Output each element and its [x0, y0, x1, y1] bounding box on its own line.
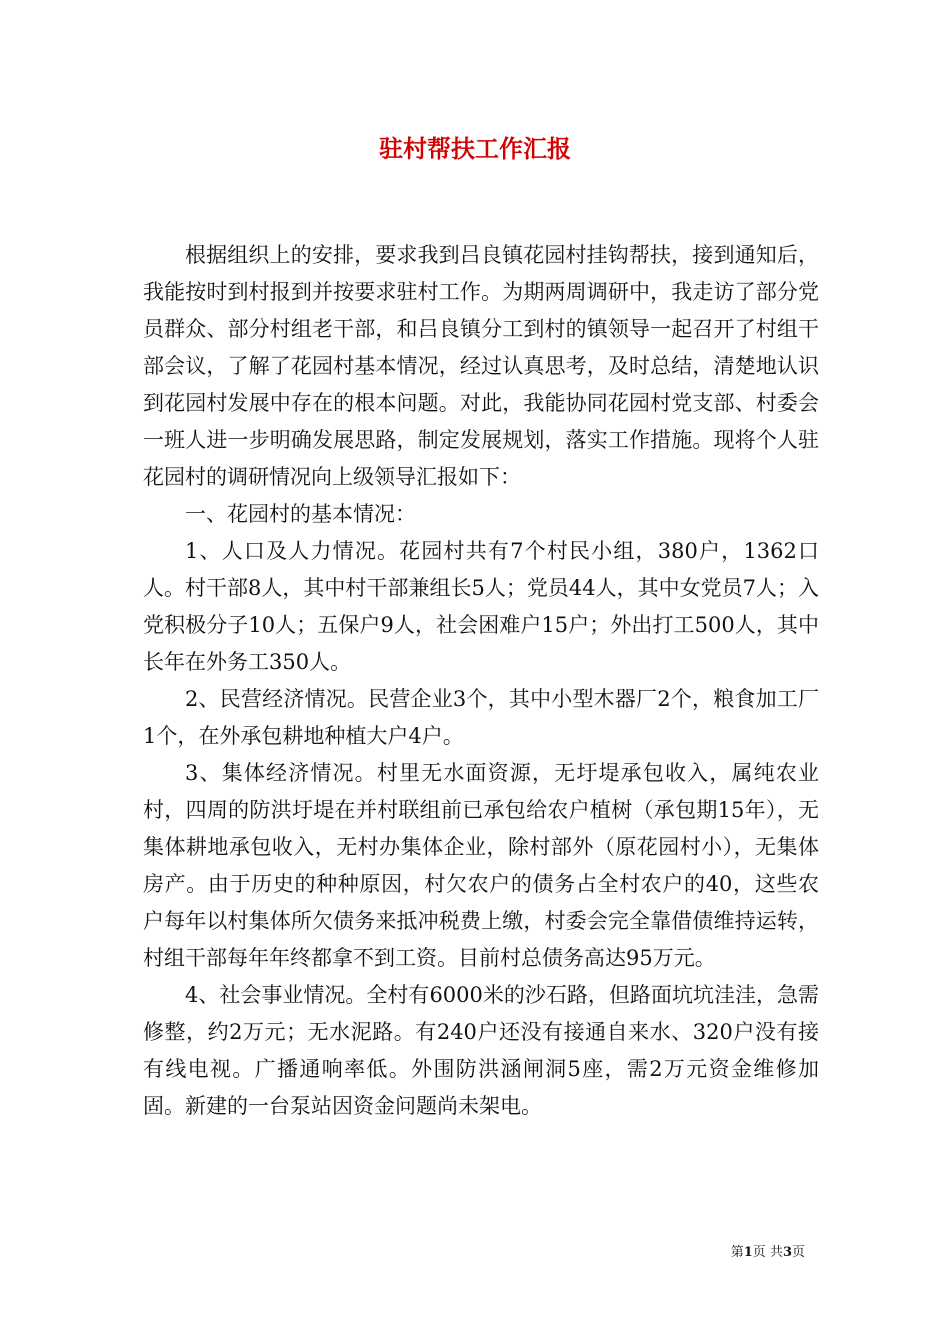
paragraph-intro: 根据组织上的安排，要求我到吕良镇花园村挂钩帮扶，接到通知后，我能按时到村报到并按要求驻村工作。为期两周调研中，我走访了部分党员群众、部分村组老干部，和吕良镇分工到村的镇领导一起召开了村组干部会议，了解了花园村基本情况，经过认真思考，及时总结，清楚地认识到花园村发展中存在的根本问题。对此，我能协同花园村党支部、村委会一班人进一步明确发展思路，制定发展规划，落实工作措施。现将个人驻花园村的调研情况向上级领导汇报如下： — [143, 243, 819, 489]
document-body — [143, 237, 819, 1125]
footer-prefix: 第 — [730, 1245, 744, 1260]
footer-suffix: 页 — [791, 1245, 805, 1260]
paragraph-population: 1、人口及人力情况。花园村共有7个村民小组，380户，1362口人。村干部8人，其中村干部兼组长5人；党员44人，其中女党员7人；入党积极分子10人；五保户9人，社会困难户15户；外出打工500人，其中长年在外务工350人。 — [143, 539, 819, 674]
document-title: 驻村帮扶工作汇报 — [379, 134, 571, 163]
paragraph-social-affairs: 4、社会事业情况。全村有6000米的沙石路，但路面坑坑洼洼，急需修整，约2万元；无水泥路。有240户还没有接通自来水、320户没有接有线电视。广播通响率低。外围防洪涵闸洞5座，需2万元资金维修加固。新建的一台泵站因资金问题尚未架电。 — [143, 983, 819, 1118]
footer-current-page: 1 — [743, 1245, 753, 1260]
footer-total-pages: 3 — [782, 1245, 792, 1260]
page-number-footer — [731, 1244, 805, 1262]
paragraph-collective-economy: 3、集体经济情况。村里无水面资源，无圩堤承包收入，属纯农业村，四周的防洪圩堤在并村联组前已承包给农户植树（承包期15年），无集体耕地承包收入，无村办集体企业，除村部外（原花园村小），无集体房产。由于历史的种种原因，村欠农户的债务占全村农户的40，这些农户每年以村集体所欠债务来抵冲税费上缴，村委会完全靠借债维持运转，村组干部每年年终都拿不到工资。目前村总债务高达95万元。 — [143, 761, 819, 970]
paragraph-section-heading: 一、花园村的基本情况： — [185, 502, 416, 526]
paragraph-private-economy: 2、民营经济情况。民营企业3个，其中小型木器厂2个，粮食加工厂1个，在外承包耕地种植大户4户。 — [143, 687, 819, 748]
footer-middle: 页 共 — [752, 1245, 783, 1260]
